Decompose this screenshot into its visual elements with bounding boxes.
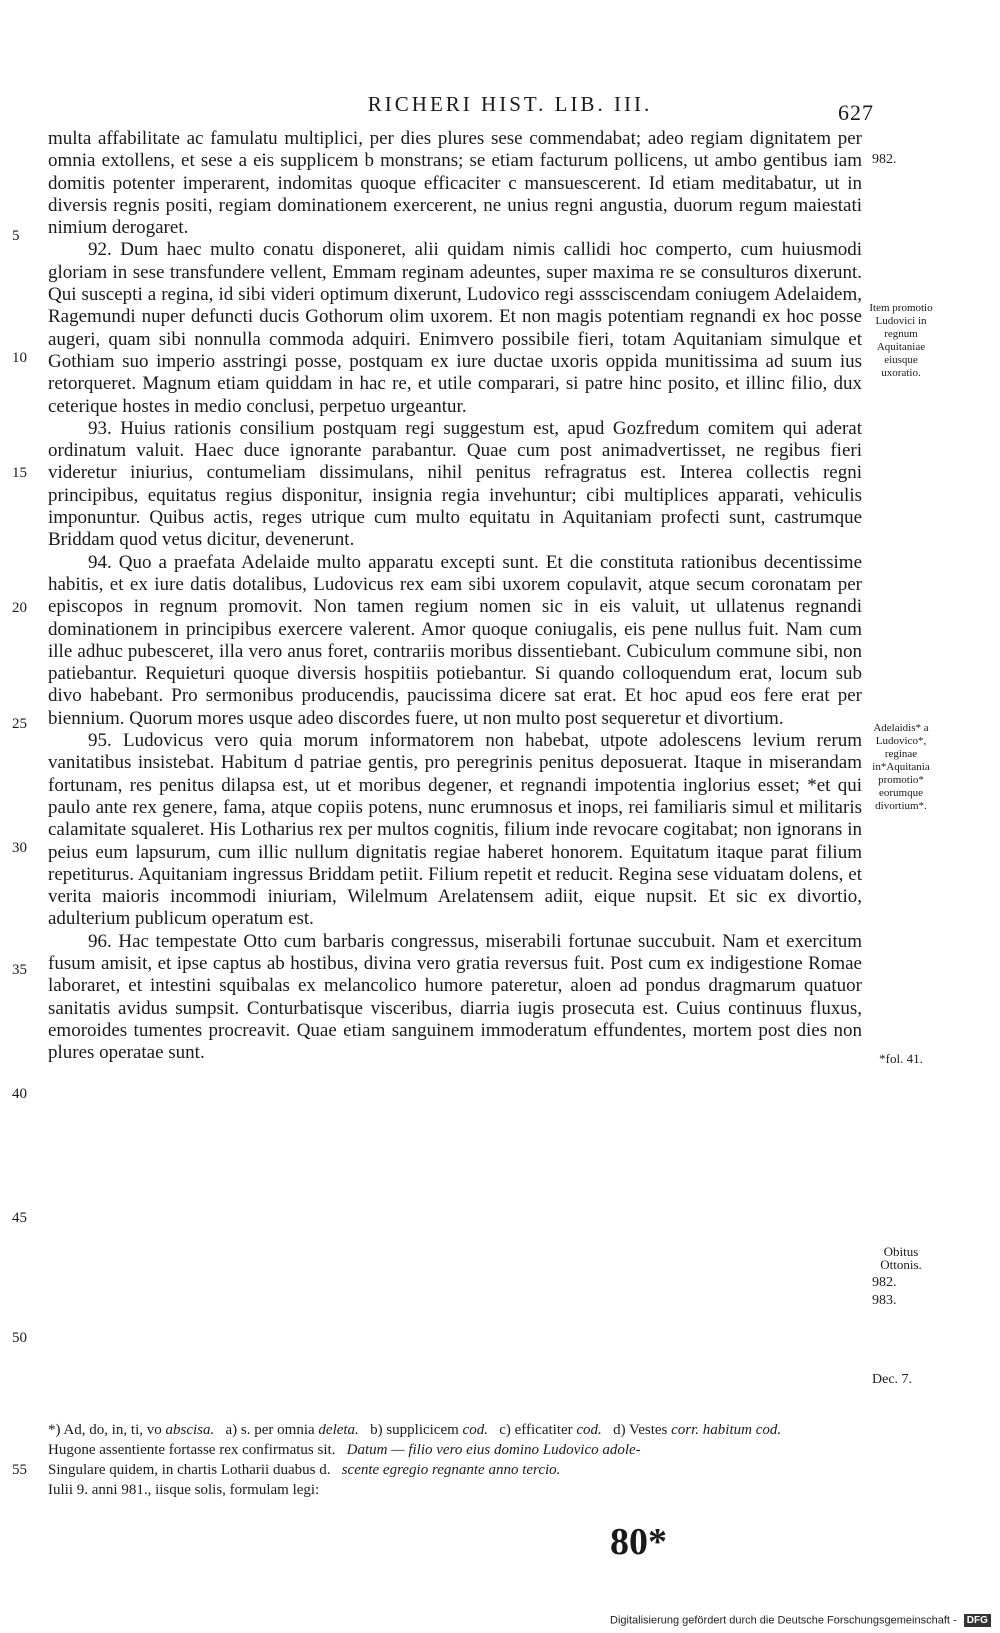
margin-note: Obitus Ottonis.	[880, 1244, 922, 1272]
section-94	[48, 552, 862, 730]
section-95	[48, 730, 862, 931]
margin-year: 982.	[872, 1275, 897, 1290]
margin-year: 982.	[872, 152, 897, 167]
margin-year: Dec. 7.	[872, 1372, 913, 1387]
section-text: Quo a praefata Adelaide multo apparatu excepti sunt. Et die constituta rationibus decentissime habitis, et ex iure datis dotalibus, Ludovicus rex eam sibi uxorem copulavit, atque secum coronatam per episcopos in regnum promovit. Non tamen regium nomen sic in eis valuit, ut ullatenus regnandi dominationem in principibus exercere valerent. Amor quoque coniugalis, eis pene nullus fuit. Nam cum ille adhuc pubesceret, illa vero anus foret, contrariis moribus dissentiebant. Cubiculum commune sibi, non patiebantur. Requieturi quoque diversis hospitiis potiebantur. Si quando colloquendum erat, locum sub divo habebant. Pro sermonibus producendis, paucissima dicere sat erat. Et hoc apud eos fere erat per biennium. Quorum mores usque adeo discordes fuere, ut non multo post sequeretur et divortium.	[48, 551, 862, 729]
line-number: 15	[12, 465, 27, 481]
footnotes	[48, 1420, 860, 1500]
running-head: RICHERI HIST. LIB. III.	[367, 92, 653, 116]
line-number: 30	[12, 840, 27, 856]
page-number: 627	[838, 100, 874, 125]
line-number: 25	[12, 716, 27, 732]
line-number: 10	[12, 350, 27, 366]
section-text: Ludovicus vero quia morum informatorem non habebat, utpote adolescens levium rerum vanitatibus insistebat. Habitum d patriae gentis, pro peregrinis penitus deposuerat. Itaque in miserandam fortunam, res penitus dilapsa est, ut et moribus degener, et regnandi impotentia inglorius esset; *et qui paulo ante rex genere, fama, atque copiis potens, nunc erumnosus et inops, rei familiaris simul et militaris calamitate squaleret. His Lotharius rex per multos cognitis, filium inde revocare cogitabat; non ignorans in peius eum lapsurum, cum illic nullum dignitatis regiae haberet honorem. Equitatum itaque parat filium repetiturus. Aquitaniam ingressus Briddam petiit. Filium repetit et reducit. Regina sese viduatam dolens, et verita maioris incommodi iniuriam, Wilelmum Arelatensem adiit, eique nupsit. Et sic ex divortio, adulterium publicum operatum est.	[48, 730, 863, 930]
margin-note-folio: *fol. 41.	[879, 1051, 923, 1066]
signature-mark: 80*	[610, 1521, 667, 1563]
section-number: 93.	[88, 417, 112, 439]
paragraph-continued: multa affabilitate ac famulatu multiplici, per dies plures sese commendabat; adeo regiam dignitatem per omnia extollens, et sese a eis supplicem b monstrans; se etiam facturum pollicens, ut ambo gentibus iam domitis potenter imperarent, indomitas quoque efficaciter c mansuescerent. Id etiam meditabatur, ut in diversis regnis positi, regiam dominationem exercerent, ne unius regni angustia, duorum regum maiestati nimium derogaret.	[48, 128, 862, 239]
section-92	[48, 239, 862, 417]
section-text: Hac tempestate Otto cum barbaris congressus, miserabili fortunae succubuit. Nam et exercitum fusum amisit, et ipse captus ab hostibus, divina vero gratia reversus fuit. Post cum ex indigestione Romae laboraret, et intestini squibalas ex melancolico humore pateretur, aloen ad pondus dragmarum quatuor sanitatis avidus sumpsit. Conturbatisque visceribus, diarria iugis prosecuta est. Cuius continuus fluxus, emoroides tumentes procreavit. Quae etiam sanguinem immoderatum effundentes, mortem post dies non plures operatae sunt.	[48, 930, 863, 1064]
section-93	[48, 418, 862, 552]
line-number: 5	[12, 228, 20, 244]
section-96	[48, 931, 862, 1065]
margin-year: 983.	[872, 1293, 897, 1308]
line-number: 50	[12, 1330, 27, 1346]
section-number: 95.	[88, 730, 112, 752]
section-number: 92.	[88, 239, 112, 261]
line-number: 55	[12, 1462, 27, 1478]
digitization-credit: Digitalisierung gefördert durch die Deutsche Forschungsgemeinschaft - DFG	[610, 1614, 991, 1627]
line-number: 35	[12, 962, 27, 978]
line-number: 20	[12, 600, 27, 616]
margin-note: Item promotio Ludovici in regnum Aquitaniae eiusque uxoratio.	[869, 302, 933, 379]
section-number: 96.	[88, 930, 112, 952]
dfg-logo: DFG	[964, 1614, 991, 1627]
line-number: 40	[12, 1086, 27, 1102]
line-number: 45	[12, 1210, 27, 1226]
footnote-row: Hugone assentiente fortasse rex confirmatus sit. Datum — filio vero eius domino Ludovico adole-	[48, 1442, 641, 1458]
body-text	[48, 128, 862, 1064]
footnote-row: Singulare quidem, in chartis Lotharii duabus d. scente egregio regnante anno tercio.	[48, 1462, 561, 1478]
margin-note: Adelaidis* a Ludovico*, reginae in*Aquitania promotio* eorumque divortium*.	[872, 722, 930, 812]
footnote-row: Iulii 9. anni 981., iisque solis, formulam legi:	[48, 1482, 320, 1498]
section-number: 94.	[88, 551, 112, 573]
footnote-row: *) Ad, do, in, ti, vo abscisa. a) s. per omnia deleta. b) supplicicem cod. c) efficatiter cod. d) Vestes corr. habitum cod.	[48, 1422, 782, 1438]
section-text: Dum haec multo conatu disponeret, alii quidam nimis callidi hoc comperto, cum huiusmodi gloriam in sese transfundere vellent, Emmam reginam adeuntes, super maxima re se consulturos dixerunt. Qui suscepti a regina, id sibi videri optimum dixerunt, Ludovico regi asssciscendam coniugem Adelaidem, Ragemundi nuper defuncti ducis Gothorum olim uxorem. Et non magis potentiam regnandi ex hoc posse augeri, quam sibi nonnulla commoda adquiri. Enimvero possibile fieri, totam Aquitaniam simulque et Gothiam suo imperio asstringi posse, postquam ex iure ductae uxoris oppida munitissima ad suum ius retorqueret. Magnum etiam quiddam in hac re, et utile comparari, si patre hinc posito, et illinc filio, dux ceterique hostes in medio conclusi, perpetuo urgeantur.	[48, 239, 863, 417]
section-text: Huius rationis consilium postquam regi suggestum est, apud Gozfredum comitem qui aderat ordinatum valuit. Haec duce ignorante parabantur. Quae cum post animadvertisset, ne regibus fieri videretur iniurius, contumeliam dissimulans, nihil penitus refragratus est. Interea collectis regni principibus, equitatus regius disponitur, insignia regia invehuntur; cibi multiplices apparati, vehiculis imponuntur. Quibus actis, reges utrique cum multo equitatu in Aquitaniam profecti sunt, castrumque Briddam quod vetus dicitur, devenerunt.	[48, 417, 862, 551]
